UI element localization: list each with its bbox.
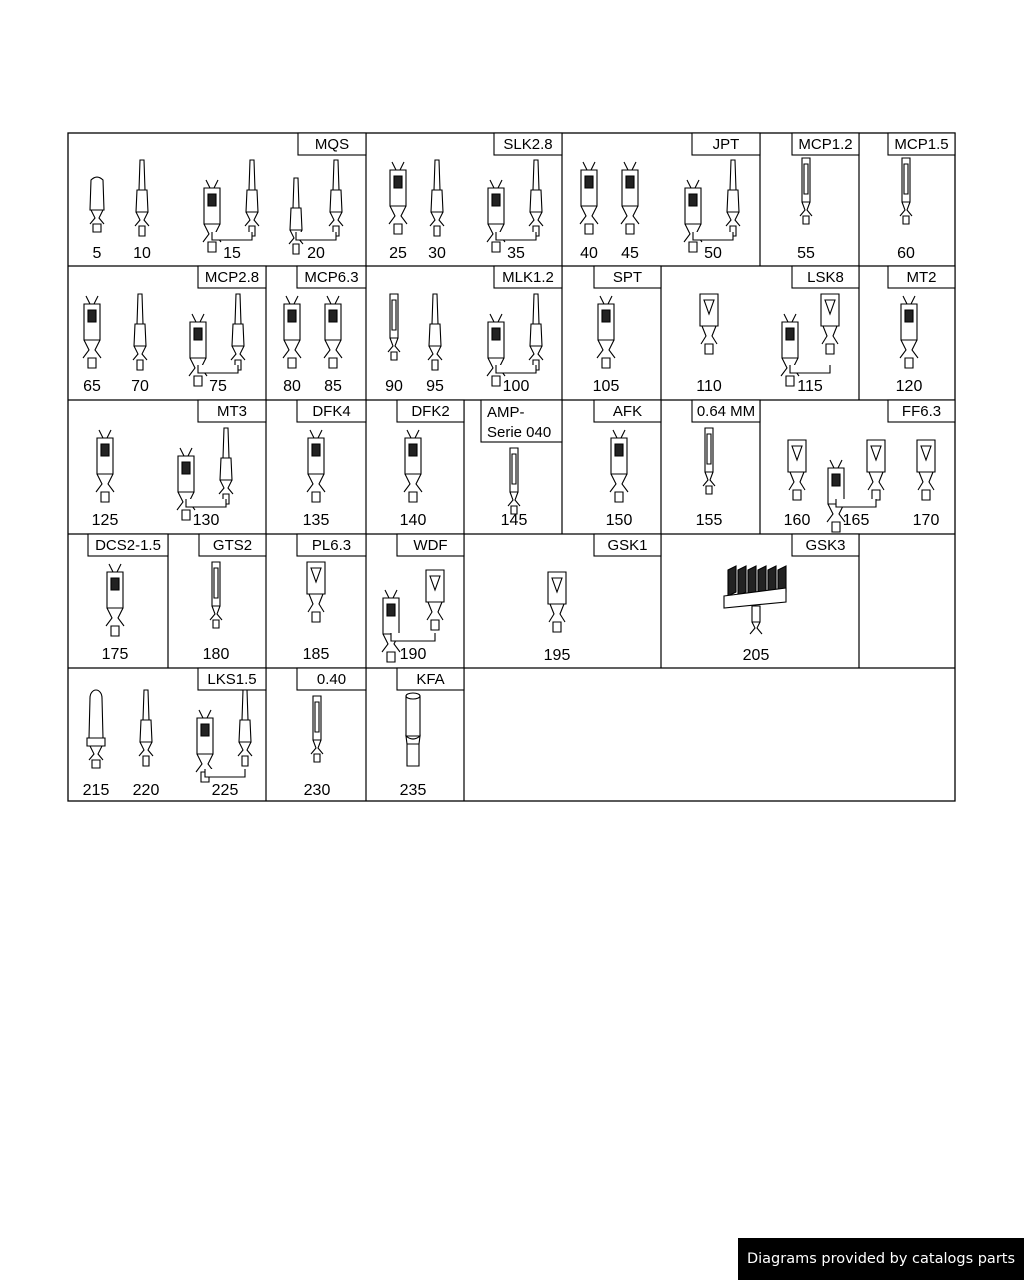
panel-pl6.3 bbox=[297, 534, 366, 663]
callout-number: 65 bbox=[83, 378, 101, 395]
terminal-95 bbox=[426, 294, 444, 395]
carrier-bridge bbox=[212, 232, 252, 240]
terminal-120 bbox=[896, 296, 923, 395]
series-label: DCS2-1.5 bbox=[95, 537, 161, 554]
callout-number: 115 bbox=[797, 378, 823, 395]
terminal-drawing bbox=[610, 430, 628, 502]
panel-0.64-mm bbox=[692, 400, 760, 529]
terminal-drawing bbox=[487, 160, 543, 252]
carrier-bridge bbox=[186, 499, 226, 507]
panel-dfk2 bbox=[397, 400, 464, 529]
callout-number: 215 bbox=[82, 782, 110, 799]
panel-mcp1.2 bbox=[792, 133, 859, 262]
callout-number: 230 bbox=[303, 782, 331, 799]
panel-jpt bbox=[580, 133, 760, 262]
terminal-drawing bbox=[87, 690, 105, 768]
terminal-drawing bbox=[90, 177, 104, 232]
terminal-45 bbox=[621, 162, 639, 262]
series-label: MT2 bbox=[906, 269, 937, 286]
callout-number: 70 bbox=[131, 378, 149, 395]
callout-number: 10 bbox=[133, 245, 151, 262]
series-label-line: Serie 040 bbox=[487, 424, 552, 441]
terminal-100 bbox=[487, 294, 543, 395]
carrier-bridge bbox=[198, 365, 238, 373]
terminal-drawing bbox=[508, 448, 520, 514]
carrier-bridge bbox=[693, 232, 733, 240]
carrier-bridge bbox=[496, 232, 536, 240]
terminal-drawing bbox=[389, 162, 407, 234]
panel-kfa bbox=[397, 668, 464, 799]
terminal-155 bbox=[696, 428, 723, 529]
terminal-drawing bbox=[133, 294, 147, 370]
panel-mcp1.5 bbox=[888, 133, 955, 262]
terminal-60 bbox=[897, 158, 915, 262]
series-label: MCP6.3 bbox=[304, 269, 359, 286]
terminal-drawing bbox=[621, 162, 639, 234]
callout-number: 20 bbox=[307, 245, 325, 262]
panel-dfk4 bbox=[297, 400, 366, 529]
callout-number: 135 bbox=[302, 512, 330, 529]
series-label: MT3 bbox=[217, 403, 247, 420]
terminal-drawing bbox=[307, 562, 325, 622]
terminal-drawing bbox=[900, 296, 918, 368]
panel-mcp2.8 bbox=[83, 266, 266, 395]
terminal-drawing bbox=[388, 294, 400, 360]
terminal-drawing bbox=[135, 160, 149, 236]
terminal-235 bbox=[400, 693, 427, 799]
terminal-170 bbox=[913, 440, 940, 529]
terminal-drawing bbox=[311, 696, 323, 762]
callout-number: 170 bbox=[912, 512, 940, 529]
series-label-line: AMP- bbox=[487, 404, 525, 421]
callout-number: 195 bbox=[543, 647, 571, 664]
terminal-25 bbox=[389, 162, 407, 262]
terminal-160 bbox=[784, 440, 811, 529]
callout-number: 120 bbox=[895, 378, 923, 395]
terminal-drawing bbox=[283, 296, 301, 368]
callout-number: 75 bbox=[209, 378, 227, 395]
callout-number: 90 bbox=[385, 378, 403, 395]
callout-number: 95 bbox=[426, 378, 444, 395]
series-label: LSK8 bbox=[807, 269, 844, 286]
callout-number: 80 bbox=[283, 378, 301, 395]
terminal-drawing bbox=[788, 440, 806, 500]
series-label: MCP1.2 bbox=[798, 136, 853, 153]
terminal-35 bbox=[487, 160, 543, 262]
panel-gsk1 bbox=[544, 534, 661, 664]
callout-number: 60 bbox=[897, 245, 915, 262]
callout-number: 235 bbox=[399, 782, 427, 799]
callout-number: 15 bbox=[223, 245, 241, 262]
terminal-drawing bbox=[289, 160, 343, 254]
callout-number: 225 bbox=[211, 782, 239, 799]
panel-spt bbox=[593, 266, 661, 395]
terminal-80 bbox=[283, 296, 301, 395]
callout-number: 45 bbox=[621, 245, 639, 262]
terminal-15 bbox=[203, 160, 259, 262]
terminal-10 bbox=[133, 160, 151, 262]
series-label: 0.64 MM bbox=[696, 403, 756, 420]
terminal-85 bbox=[324, 296, 342, 395]
callout-number: 175 bbox=[101, 646, 129, 663]
callout-number: 105 bbox=[592, 378, 620, 395]
callout-number: 185 bbox=[302, 646, 330, 663]
callout-number: 30 bbox=[428, 245, 446, 262]
carrier-bridge bbox=[496, 365, 536, 373]
terminal-drawing bbox=[700, 294, 718, 354]
series-label: PL6.3 bbox=[311, 537, 352, 554]
callout-number: 5 bbox=[92, 245, 102, 262]
callout-number: 85 bbox=[324, 378, 342, 395]
series-label: JPT bbox=[712, 136, 740, 153]
terminal-drawing bbox=[203, 160, 259, 252]
callout-number: 50 bbox=[704, 245, 722, 262]
series-label: SPT bbox=[612, 269, 643, 286]
terminal-5 bbox=[90, 177, 104, 262]
terminal-drawing bbox=[96, 430, 114, 502]
terminal-65 bbox=[83, 296, 101, 395]
terminal-drawing bbox=[196, 690, 252, 782]
terminal-75 bbox=[189, 294, 245, 395]
terminal-20 bbox=[289, 160, 343, 262]
terminal-drawing bbox=[106, 564, 124, 636]
series-label: DFK4 bbox=[312, 403, 351, 420]
callout-number: 140 bbox=[399, 512, 427, 529]
terminal-drawing bbox=[800, 158, 812, 224]
terminal-55 bbox=[797, 158, 815, 262]
series-label: KFA bbox=[416, 671, 445, 688]
callout-number: 25 bbox=[389, 245, 407, 262]
carrier-bridge bbox=[836, 499, 876, 507]
terminal-195 bbox=[544, 572, 571, 664]
terminal-145 bbox=[501, 448, 528, 529]
series-label: 0.40 bbox=[316, 671, 347, 688]
panel-mt3 bbox=[92, 400, 266, 529]
terminal-140 bbox=[400, 430, 427, 529]
terminal-drawing bbox=[139, 690, 153, 766]
callout-number: 190 bbox=[399, 646, 427, 663]
series-label: AFK bbox=[612, 403, 643, 420]
terminal-drawing bbox=[210, 562, 222, 628]
panel-amp--serie-040 bbox=[481, 400, 562, 529]
panel-mlk1.2 bbox=[385, 266, 562, 395]
terminal-drawing bbox=[487, 294, 543, 386]
terminal-40 bbox=[580, 162, 598, 262]
series-label: MLK1.2 bbox=[502, 269, 554, 286]
callout-number: 130 bbox=[192, 512, 220, 529]
panel-lks1.5 bbox=[83, 668, 266, 799]
terminal-drawing bbox=[917, 440, 935, 500]
panel-wdf bbox=[382, 534, 464, 663]
series-label: GSK1 bbox=[607, 537, 648, 554]
callout-number: 55 bbox=[797, 245, 815, 262]
panel-gts2 bbox=[199, 534, 266, 663]
panel-ff6.3 bbox=[784, 400, 955, 532]
panel-mqs bbox=[90, 133, 366, 262]
terminal-drawing bbox=[177, 428, 233, 520]
panel-dcs2-1.5 bbox=[88, 534, 168, 663]
terminal-drawing bbox=[703, 428, 715, 494]
callout-number: 180 bbox=[202, 646, 230, 663]
terminal-drawing bbox=[781, 294, 839, 386]
series-label: SLK2.8 bbox=[503, 136, 553, 153]
callout-number: 220 bbox=[132, 782, 160, 799]
footer-credit: Diagrams provided by catalogs parts bbox=[738, 1238, 1024, 1280]
series-label: FF6.3 bbox=[901, 403, 942, 420]
terminal-70 bbox=[131, 294, 149, 395]
terminal-drawing bbox=[324, 296, 342, 368]
terminal-105 bbox=[593, 296, 620, 395]
terminal-drawing bbox=[900, 158, 912, 224]
series-label: MCP2.8 bbox=[204, 269, 260, 286]
terminal-190 bbox=[382, 570, 444, 663]
terminal-205 bbox=[724, 566, 786, 664]
terminal-225 bbox=[196, 690, 252, 799]
terminal-220 bbox=[133, 690, 160, 799]
terminal-drawing bbox=[406, 693, 420, 766]
terminal-50 bbox=[684, 160, 740, 262]
panel-mt2 bbox=[888, 266, 955, 395]
series-label: MCP1.5 bbox=[894, 136, 949, 153]
terminal-drawing bbox=[83, 296, 101, 368]
terminal-drawing bbox=[428, 294, 442, 370]
panel-afk bbox=[594, 400, 661, 529]
catalog-panels bbox=[83, 133, 955, 799]
terminal-drawing bbox=[307, 430, 325, 502]
terminal-165 bbox=[827, 440, 885, 532]
callout-number: 150 bbox=[605, 512, 633, 529]
panel-gsk3 bbox=[724, 534, 859, 664]
terminal-180 bbox=[203, 562, 230, 663]
terminal-185 bbox=[303, 562, 330, 663]
series-label: MQS bbox=[314, 136, 350, 153]
terminal-150 bbox=[606, 430, 633, 529]
callout-number: 160 bbox=[783, 512, 811, 529]
callout-number: 125 bbox=[91, 512, 119, 529]
terminal-215 bbox=[83, 690, 110, 799]
terminal-drawing bbox=[404, 430, 422, 502]
terminal-drawing bbox=[580, 162, 598, 234]
panel-mcp6.3 bbox=[283, 266, 366, 395]
carrier-bridge bbox=[205, 769, 245, 777]
callout-number: 110 bbox=[696, 378, 722, 395]
terminal-drawing bbox=[430, 160, 444, 236]
carrier-bridge bbox=[790, 365, 830, 373]
terminal-130 bbox=[177, 428, 233, 529]
terminal-175 bbox=[102, 564, 129, 663]
panel-lsk8 bbox=[696, 266, 859, 395]
terminal-90 bbox=[385, 294, 403, 395]
series-label: LKS1.5 bbox=[207, 671, 257, 688]
callout-number: 145 bbox=[500, 512, 528, 529]
terminal-230 bbox=[304, 696, 331, 799]
panel-0.40 bbox=[297, 668, 366, 799]
series-label: DFK2 bbox=[411, 403, 450, 420]
series-label: GSK3 bbox=[805, 537, 846, 554]
callout-number: 100 bbox=[502, 378, 530, 395]
callout-number: 40 bbox=[580, 245, 598, 262]
terminal-drawing bbox=[684, 160, 740, 252]
terminal-135 bbox=[303, 430, 330, 529]
terminal-115 bbox=[781, 294, 839, 395]
terminal-drawing bbox=[724, 566, 786, 634]
callout-number: 155 bbox=[695, 512, 723, 529]
terminal-110 bbox=[696, 294, 722, 395]
series-label: GTS2 bbox=[212, 537, 253, 554]
callout-number: 205 bbox=[742, 647, 770, 664]
carrier-bridge bbox=[296, 232, 336, 240]
series-label: WDF bbox=[413, 537, 448, 554]
terminal-drawing bbox=[597, 296, 615, 368]
callout-number: 35 bbox=[507, 245, 525, 262]
terminal-drawing bbox=[189, 294, 245, 386]
terminal-drawing bbox=[548, 572, 566, 632]
callout-number: 165 bbox=[842, 512, 870, 529]
terminal-125 bbox=[92, 430, 119, 529]
panel-slk2.8 bbox=[389, 133, 562, 262]
carrier-bridge bbox=[391, 633, 435, 641]
terminal-30 bbox=[428, 160, 446, 262]
